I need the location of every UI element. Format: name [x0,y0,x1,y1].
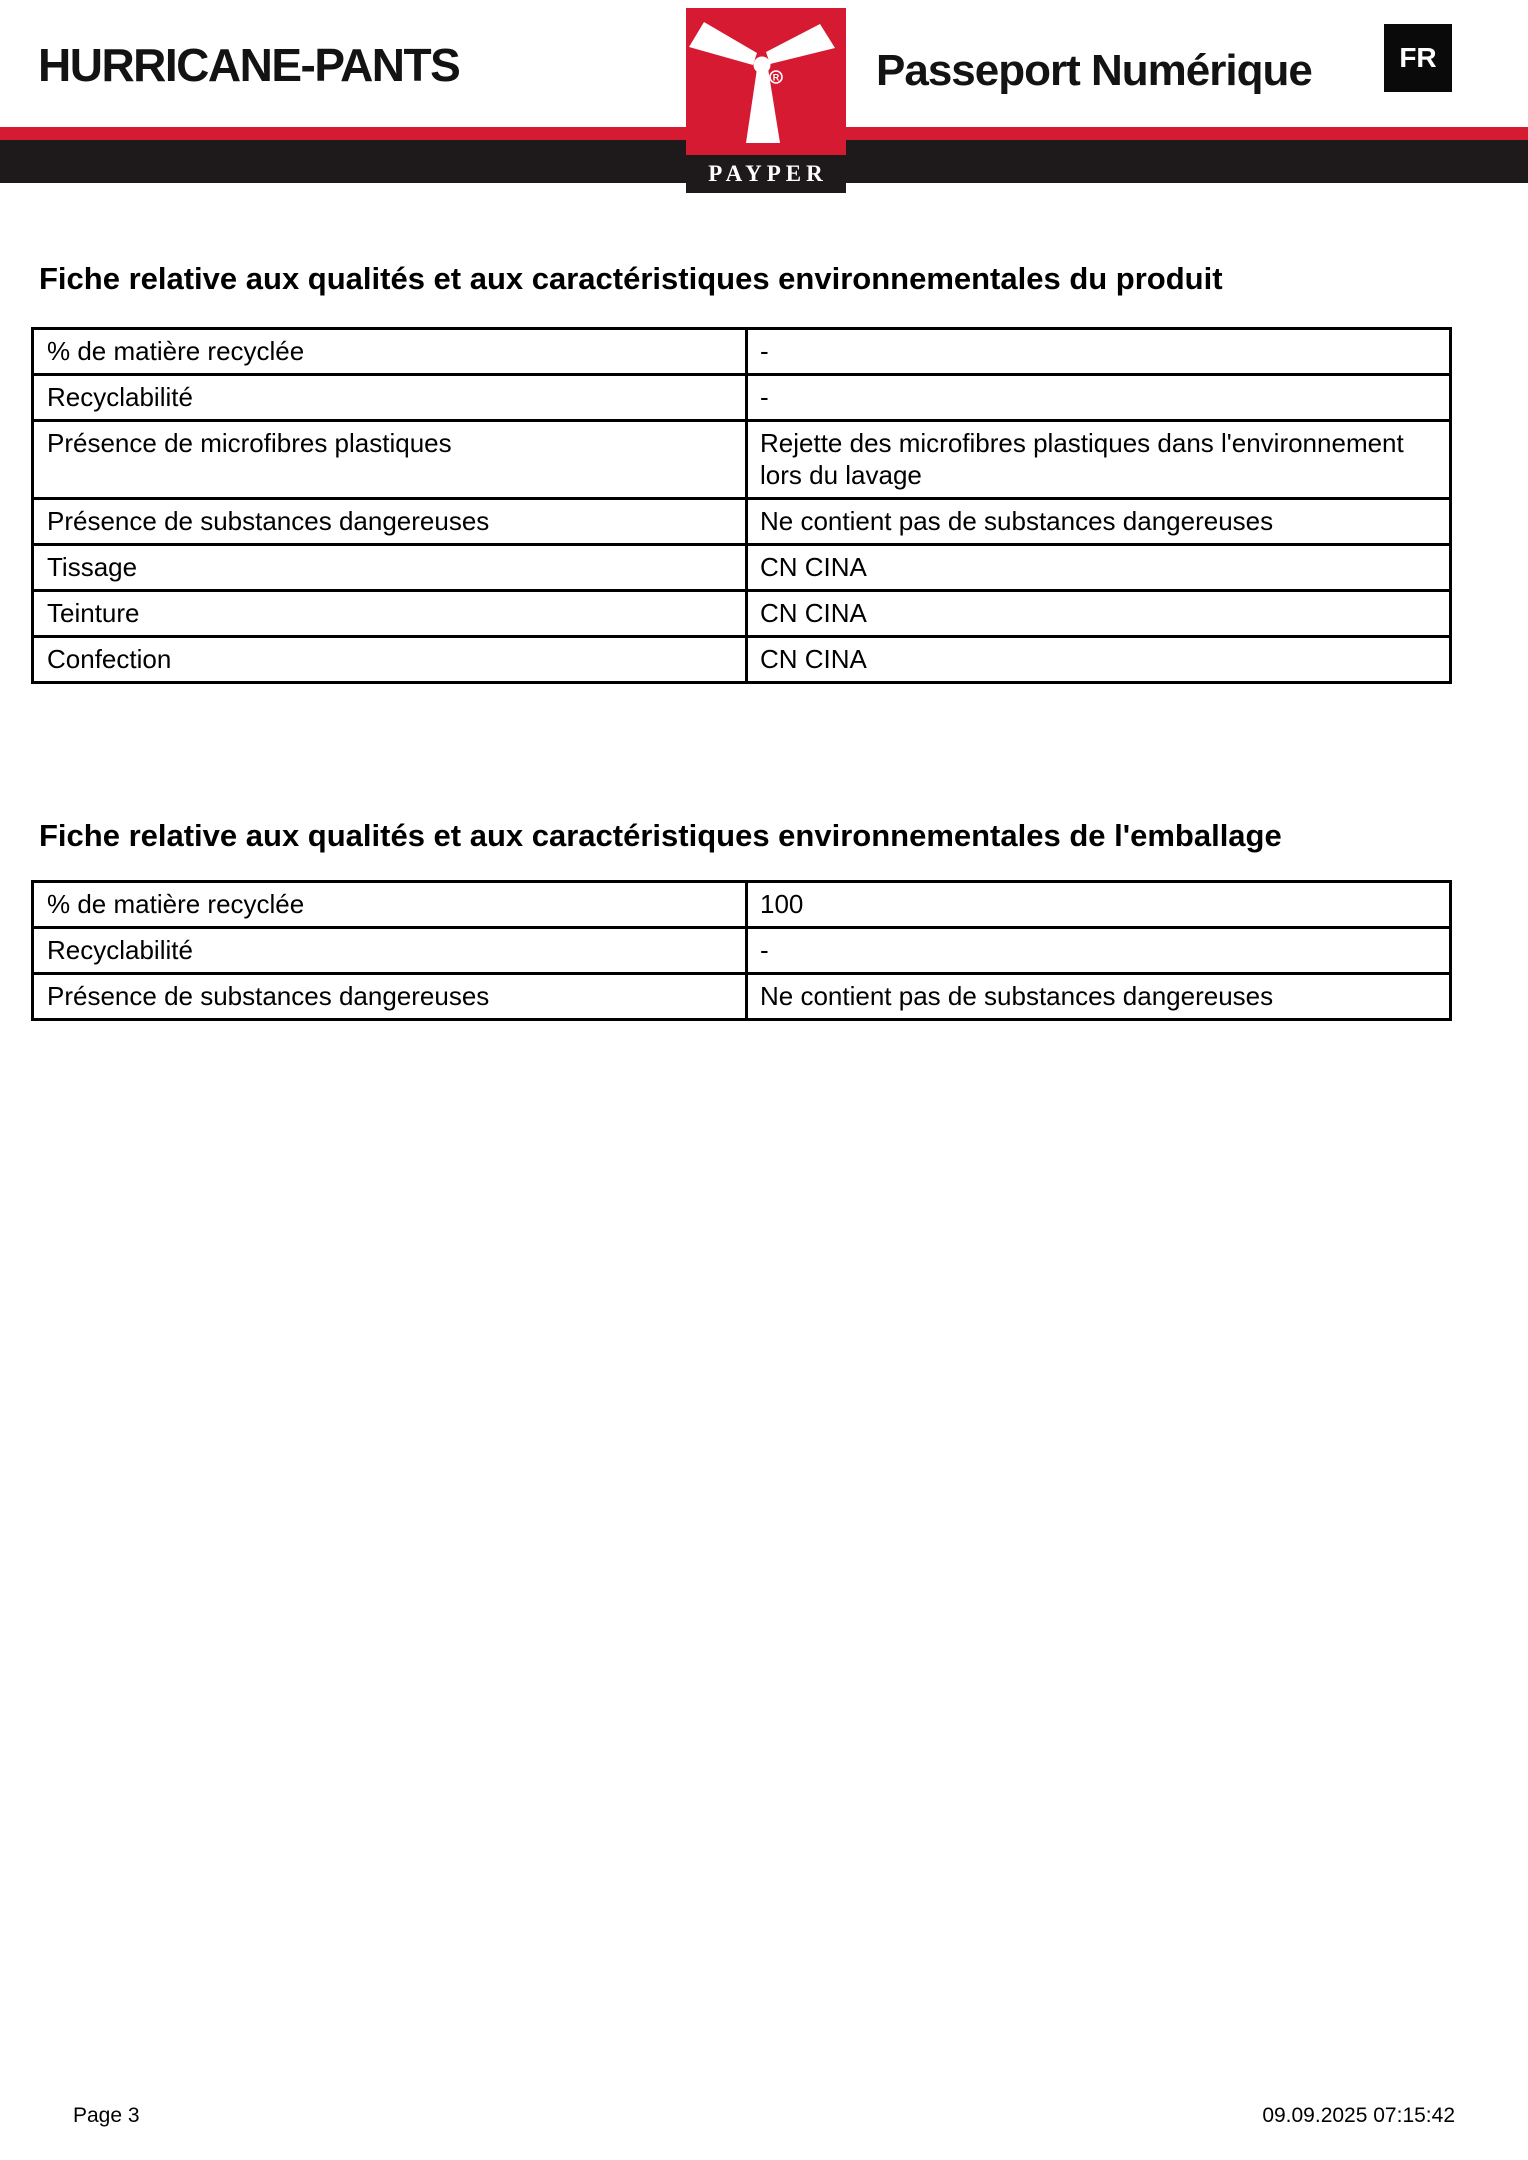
document-body [31,183,1452,1021]
document-footer [73,2104,1455,2128]
product-name: HURRICANE-PANTS [38,39,460,91]
section-title-packaging: Fiche relative aux qualités et aux caractéristiques environnementales de l'emballage [39,818,1282,853]
table-row [33,375,1451,421]
language-badge: FR [1384,24,1452,92]
row-value: CN CINA [747,637,1451,683]
row-label: Tissage [33,545,747,591]
row-value: Ne contient pas de substances dangereuses [747,974,1451,1020]
product-environment-table [31,327,1452,684]
packaging-environment-section [31,817,1452,1021]
page-number: Page 3 [73,2104,140,2127]
row-label: % de matière recyclée [33,882,747,928]
row-label: % de matière recyclée [33,329,747,375]
section-title-product: Fiche relative aux qualités et aux caractéristiques environnementales du produit [39,261,1223,296]
windmill-icon [686,8,846,155]
row-value: - [747,928,1451,974]
row-value: - [747,375,1451,421]
row-value: CN CINA [747,545,1451,591]
table-row [33,591,1451,637]
row-value: Rejette des microfibres plastiques dans l'environnement lors du lavage [747,421,1451,499]
table-row [33,421,1451,499]
packaging-environment-table [31,880,1452,1021]
product-environment-section [31,260,1452,684]
table-row [33,882,1451,928]
table-row [33,637,1451,683]
row-label: Recyclabilité [33,375,747,421]
document-title: Passeport Numérique [876,46,1312,95]
payper-logo [686,8,846,193]
row-label: Présence de microfibres plastiques [33,421,747,499]
document-header [0,0,1528,193]
row-label: Confection [33,637,747,683]
row-label: Teinture [33,591,747,637]
row-label: Recyclabilité [33,928,747,974]
table-row [33,928,1451,974]
payper-wordmark: PAYPER [686,155,846,193]
table-row [33,974,1451,1020]
table-row [33,329,1451,375]
row-value: 100 [747,882,1451,928]
table-row [33,545,1451,591]
timestamp: 09.09.2025 07:15:42 [1262,2104,1455,2127]
svg-text:R: R [772,72,780,83]
row-value: Ne contient pas de substances dangereuses [747,499,1451,545]
row-value: - [747,329,1451,375]
row-label: Présence de substances dangereuses [33,974,747,1020]
row-value: CN CINA [747,591,1451,637]
row-label: Présence de substances dangereuses [33,499,747,545]
table-row [33,499,1451,545]
